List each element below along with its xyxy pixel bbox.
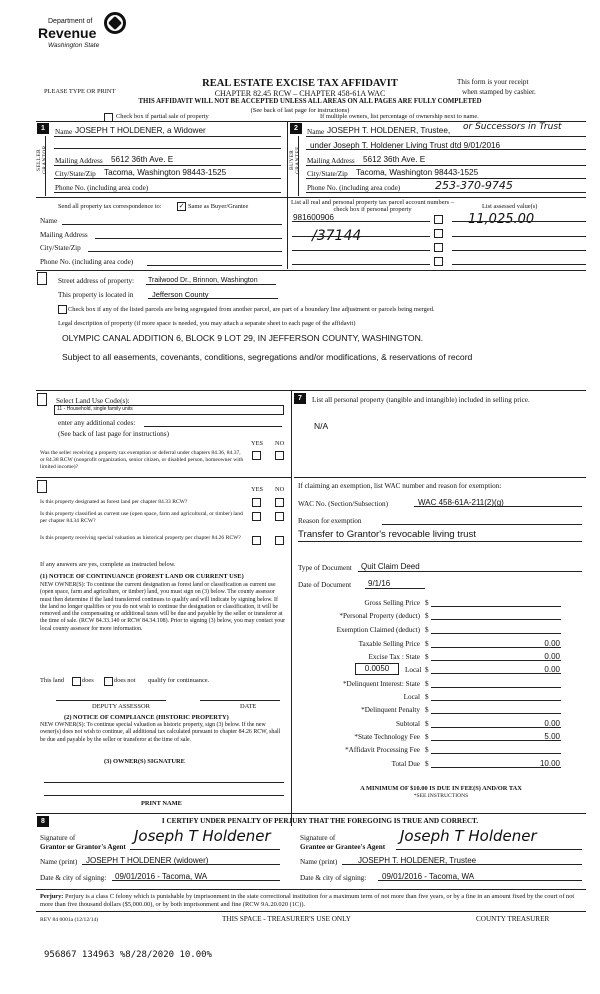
reason-value: Transfer to Grantor's revocable living trust [298,529,476,540]
doc-type-label: Type of Document [298,564,352,572]
underline [431,700,561,701]
perjury-text [40,893,584,909]
buyer-mailing-label: Mailing Address [307,157,355,165]
grantee-signature: Joseph T Holdener [400,827,537,845]
treasurer-space: THIS SPACE - TREASURER'S USE ONLY [222,915,351,923]
excise-state-label: Excise Tax : State [368,653,420,661]
taxable-value: 0.00 [544,639,560,648]
corr-phone-label: Phone No. (including area code) [40,258,134,266]
section-1-number: 1 [37,123,49,134]
q-forest: Is this property designated as forest land per chapter 84.33 RCW? [40,499,188,505]
buyer-phone: 253-370-9745 [435,179,513,192]
section-3-marker [37,272,47,285]
gross-dollar: $ [425,599,429,607]
delinq-int-state-dollar: $ [425,680,429,688]
no-header-2: NO [275,486,285,493]
seller-mailing: 5612 36th Ave. E [111,155,174,164]
divider [36,270,586,271]
excise-state-value: 0.00 [544,652,560,661]
qualify-label: qualify for continuance. [148,677,210,684]
underline [431,647,561,648]
grantor-name-label: Name (print) [40,858,78,866]
buyer-name-2: under Joseph T. Holdener Living Trust dtd 9/01/2016 [310,141,501,150]
underline [144,426,282,427]
taxable-label: Taxable Selling Price [358,640,420,648]
underline [44,795,284,796]
column-divider [287,197,288,269]
underline [292,250,430,251]
seller-city: Tacoma, Washington 98443-1525 [104,168,227,177]
revenue-wordmark: Revenue [38,25,97,41]
divider [36,911,586,912]
underline [200,700,280,701]
underline [431,727,561,728]
parcel-1-checkbox[interactable] [434,215,443,224]
local-dollar: $ [425,666,429,674]
see-instructions-note: *SEE INSTRUCTIONS [413,793,469,799]
underline [62,224,282,225]
deputy-assessor-label: DEPUTY ASSESSOR [92,703,150,710]
sig-grantor-label-2: Grantor or Grantor's Agent [40,843,126,851]
underline [431,660,561,661]
grantor-name: JOSEPH T HOLDENER (widower) [86,856,209,865]
perjury-label: Perjury: [40,893,64,900]
section-5-marker [37,393,47,406]
local-value: 0.00 [544,665,560,674]
county-treasurer: COUNTY TREASURER [476,915,550,923]
grantee-name-label: Name (print) [300,858,338,866]
wac-value: WAC 458-61A-211(2)(g) [418,498,504,507]
land-use-code: 11 - Household, single family units [57,406,133,412]
notice1-body: NEW OWNER(S): To continue the current designation as forest land or classification as current use (open space, farm and agriculture, or timber) land, you must sign on (3) below. The county assessor must then determine if the land transferred continues to qualify and will indicate by signing below. If the land no longer qualifies or you do not wish to continue the designation or classification, it will be removed and the compensating or additional taxes will be due and payable by the seller or transferor at the time of sale. (RCW 84.33.140 or RCW 84.34.108). Prior to signing (3) below, you may contact your local county assessor for more information. [40,582,286,632]
exemption-deduct-label: Exemption Claimed (deduct) [336,626,420,634]
yes-header-1: YES [251,440,264,447]
tech-fee-dollar: $ [425,733,429,741]
corr-mailing-label: Mailing Address [40,231,88,239]
underline [365,588,425,589]
underline [358,571,582,572]
q-deferral-yes[interactable] [252,451,261,460]
underline [342,864,582,865]
partial-sale-label: Check box if partial sale of property [116,113,209,120]
q-historic-no[interactable] [275,536,284,545]
total-value: 10.00 [539,759,560,768]
divider [36,889,586,890]
delinq-int-state-label: *Delinquent Interest: State [342,680,420,688]
section-2-number: 2 [290,123,302,134]
q-forest-no[interactable] [275,498,284,507]
underline [54,136,281,137]
recording-stamp: 956867 134963 %8/28/2020 10.00% [44,950,212,960]
grantor-date-label: Date & city of signing: [40,874,107,882]
does-label: does [82,677,94,684]
underline [112,880,280,881]
dept-line: Department of [48,18,93,25]
grantor-signature: Joseph T Holdener [134,827,271,845]
corr-city-label: City/State/Zip [40,244,81,252]
see-back-line: (See back of last page for instructions) [250,107,350,114]
underline [56,700,166,701]
buyer-side-divider [298,136,299,196]
delinq-penalty-label: *Delinquent Penalty [361,706,420,714]
underline [292,221,430,222]
revenue-logo [38,12,133,62]
underline [54,148,281,149]
underline [306,136,586,137]
delinq-int-local-dollar: $ [425,693,429,701]
underline [306,149,586,150]
additional-codes-label: enter any additional codes: [58,419,136,427]
segregated-checkbox[interactable] [58,305,67,314]
underline [147,265,282,266]
notice1-title: (1) NOTICE OF CONTINUANCE (FOREST LAND OR CURRENT USE) [40,573,244,580]
subtotal-dollar: $ [425,720,429,728]
q-deferral: Was the seller receiving a property tax exemption or deferral under chapters 84.36, 84.37, or 84.38 RCW (nonprofit organization, senior citizen, or disabled person, homeowner with limited income)? [40,450,244,470]
underline [82,864,280,865]
parcel-2: /37144 [312,228,362,244]
underline [54,165,281,166]
this-land-label: This land [40,677,64,684]
sig-grantee-label-1: Signature of [300,834,336,842]
personal-dollar: $ [425,612,429,620]
tech-fee-label: *State Technology Fee [354,733,420,741]
subtotal-value: 0.00 [544,719,560,728]
same-as-buyer-label: Same as Buyer/Grantee [188,203,249,210]
underline [378,880,582,881]
underline [54,192,281,193]
rev-number: REV 84 0001a (12/12/14) [40,917,99,923]
underline [306,192,586,193]
county-value: Jefferson County [152,290,209,299]
grantee-date: 09/01/2016 - Tacoma, WA [382,872,475,881]
doc-type-value: Quit Claim Deed [361,562,420,571]
legal-value: OLYMPIC CANAL ADDITION 6, BLOCK 9 LOT 29, IN JEFFERSON COUNTY, WASHINGTON. [62,333,424,343]
assessed-header: List assessed value(s) [482,203,538,210]
buyer-side-label: BUYER GRANTEE [289,146,301,174]
section-7-number: 7 [294,393,306,404]
corr-name-label: Name [40,217,58,225]
underline [306,165,586,166]
underline [148,298,278,299]
send-correspondence-label: Send all property tax correspondence to: [58,203,162,210]
underline [292,236,430,237]
subject-value: Subject to all easements, covenants, conditions, segregations and/or modifications, & reservations of record [62,352,473,362]
notice2-title: (2) NOTICE OF COMPLIANCE (HISTORIC PROPERTY) [64,714,229,721]
underline [452,221,586,222]
underline [431,673,561,674]
underline [431,753,561,754]
underline [452,236,586,237]
underline [396,849,582,850]
gross-label: Gross Selling Price [364,599,420,607]
section-6-marker [37,480,47,493]
warning-line: THIS AFFIDAVIT WILL NOT BE ACCEPTED UNLESS ALL AREAS ON ALL PAGES ARE FULLY COMPLETED [138,98,482,105]
if-yes-note: If any answers are yes, complete as instructed below. [40,561,176,568]
personal-property-label: List all personal property (tangible and intangible) included in selling price. [312,396,530,404]
same-as-buyer-checkbox[interactable]: ✓ [178,202,185,210]
delinq-int-local-label: Local [403,693,420,701]
seller-city-label: City/State/Zip [55,170,96,178]
buyer-phone-label: Phone No. (including area code) [307,184,401,192]
parcel-header: List all real and personal property tax parcel account numbers – check box if personal property [291,199,454,213]
multiple-owners-label: If multiple owners, list percentage of ownership next to name. [320,113,479,120]
total-label: Total Due [391,760,420,768]
buyer-name-handwritten: or Successors in Trust [463,122,562,132]
located-label: This property is located in [58,291,134,299]
seller-name: JOSEPH T HOLDENER, a Widower [75,126,206,135]
divider [294,477,586,478]
wac-label: WAC No. (Section/Subsection) [298,500,389,508]
date-label: DATE [240,703,257,710]
q-historic-yes[interactable] [252,536,261,545]
chapter-line: CHAPTER 82.45 RCW – CHAPTER 458-61A WAC [214,89,386,98]
assessed-1: 11,025.00 [468,212,535,227]
receipt-line-1: This form is your receipt [457,78,529,86]
underline [88,251,282,252]
doc-date-label: Date of Document [298,581,352,589]
parcel-1: 981600906 [293,213,334,222]
local-rate: 0.0050 [364,664,390,673]
underline [130,849,280,850]
underline [54,178,281,179]
divider [36,477,291,478]
underline [452,264,586,265]
underline [431,633,561,634]
does-checkbox[interactable] [72,677,81,686]
buyer-name: JOSEPH T. HOLDENER, Trustee, [327,126,451,135]
legal-label: Legal description of property (if more space is needed, you may attach a separate sheet to each page of the affidavit) [58,320,356,327]
q-open: Is this property classified as current use (open space, farm and agricultural, or timber) land per chapter 84.34 RCW? [40,511,243,524]
section-8-number: 8 [37,816,49,827]
perjury-body: Perjury is a class C felony which is punishable by imprisonment in the state correctional institution for a maximum term of not more than five years, or by a fine in an amount fixed by the court of not more than five thousand dollars ($5,000.00), or by both imprisonment and fine (RCW 9A.20.020 (1C)). [40,893,575,908]
underline [431,740,561,741]
divider [36,197,586,198]
underline [431,767,561,768]
print-name-label: PRINT NAME [141,800,182,807]
form-title: REAL ESTATE EXCISE TAX AFFIDAVIT [202,78,398,89]
underline [298,541,582,542]
affidavit-fee-label: *Affidavit Processing Fee [345,746,420,754]
buyer-mailing: 5612 36th Ave. E [363,155,426,164]
land-use-select[interactable] [54,405,284,415]
q-open-yes[interactable] [252,512,261,521]
sig-grantor-label-1: Signature of [40,834,76,842]
underline [382,524,582,525]
excise-state-dollar: $ [425,653,429,661]
street-label: Street address of property: [58,277,135,285]
underline [431,687,561,688]
street-value: Trailwood Dr., Brinnon, Washington [148,277,258,284]
underline [44,782,284,783]
owner-signature-label: (3) OWNER(S) SIGNATURE [104,758,185,765]
does-not-label: does not [114,677,136,684]
exemption-label: If claiming an exemption, list WAC number and reason for exemption: [298,482,502,490]
underline [95,238,282,239]
parcel-3-checkbox[interactable] [434,243,443,252]
parcel-2-checkbox[interactable] [434,229,443,238]
taxable-dollar: $ [425,640,429,648]
minimum-note: A MINIMUM OF $10.00 IS DUE IN FEE(S) AND/OR TAX [360,785,522,792]
total-dollar: $ [425,760,429,768]
underline [452,250,586,251]
column-divider [287,121,288,197]
local-label: Local [405,666,422,674]
underline [292,264,430,265]
underline [414,506,582,507]
divider [36,390,586,391]
buyer-city-label: City/State/Zip [307,170,348,178]
reason-label: Reason for exemption [298,517,362,525]
certify-line: I CERTIFY UNDER PENALTY OF PERJURY THAT THE FOREGOING IS TRUE AND CORRECT. [161,817,479,825]
receipt-line-2: when stamped by cashier. [462,88,536,96]
column-divider [291,390,292,826]
subtotal-label: Subtotal [396,720,420,728]
state-line: Washington State [48,42,100,49]
exemption-dollar: $ [425,626,429,634]
local-rate-box[interactable] [355,663,399,675]
buyer-name-label: Name [307,128,325,136]
underline [431,606,561,607]
underline [431,619,561,620]
delinq-penalty-dollar: $ [425,706,429,714]
divider [36,813,586,814]
q-deferral-no[interactable] [275,451,284,460]
personal-property-value: N/A [314,421,329,431]
segregated-label: Check box if any of the listed parcels are being segregated from another parcel, are part of a boundary line adjustment or parcels being merged. [68,306,435,313]
does-not-checkbox[interactable] [104,677,113,686]
grantee-date-label: Date & city of signing: [300,874,367,882]
doc-date-value: 9/1/16 [368,579,391,588]
grantor-date: 09/01/2016 - Tacoma, WA [115,872,208,881]
buyer-city: Tacoma, Washington 98443-1525 [356,168,479,177]
sig-grantee-label-2: Grantee or Grantee's Agent [300,843,386,851]
please-type: PLEASE TYPE OR PRINT [44,88,116,95]
seller-side-divider [45,136,46,196]
seller-phone-label: Phone No. (including area code) [55,184,149,192]
seller-side-label: SELLER GRANTOR [36,145,48,175]
yes-header-2: YES [251,486,264,493]
seller-name-label: Name [55,128,73,136]
q-forest-yes[interactable] [252,498,261,507]
tech-fee-value: 5.00 [544,732,560,741]
no-header-1: NO [275,440,285,447]
parcel-4-checkbox[interactable] [434,257,443,266]
land-use-label: Select Land Use Code(s): [56,397,130,405]
land-use-see-back: (See back of last page for instructions) [58,430,169,438]
underline [146,284,276,285]
notice2-body: NEW OWNER(S): To continue special valuation as historic property, sign (3) below. If the new owner(s) does not wish to continue, all additional tax calculated pursuant to chapter 84.26 RCW, shall be due and payable by the seller or transferor at the time of sale. [40,722,281,743]
affidavit-fee-dollar: $ [425,746,429,754]
underline [431,713,561,714]
grantee-name: JOSEPH T. HOLDENER, Trustee [358,856,477,865]
q-historic: Is this property receiving special valuation as historical property per chapter 84.26 RCW? [40,535,241,541]
seller-mailing-label: Mailing Address [55,157,103,165]
q-open-no[interactable] [275,512,284,521]
personal-deduct-label: *Personal Property (deduct) [339,612,420,620]
